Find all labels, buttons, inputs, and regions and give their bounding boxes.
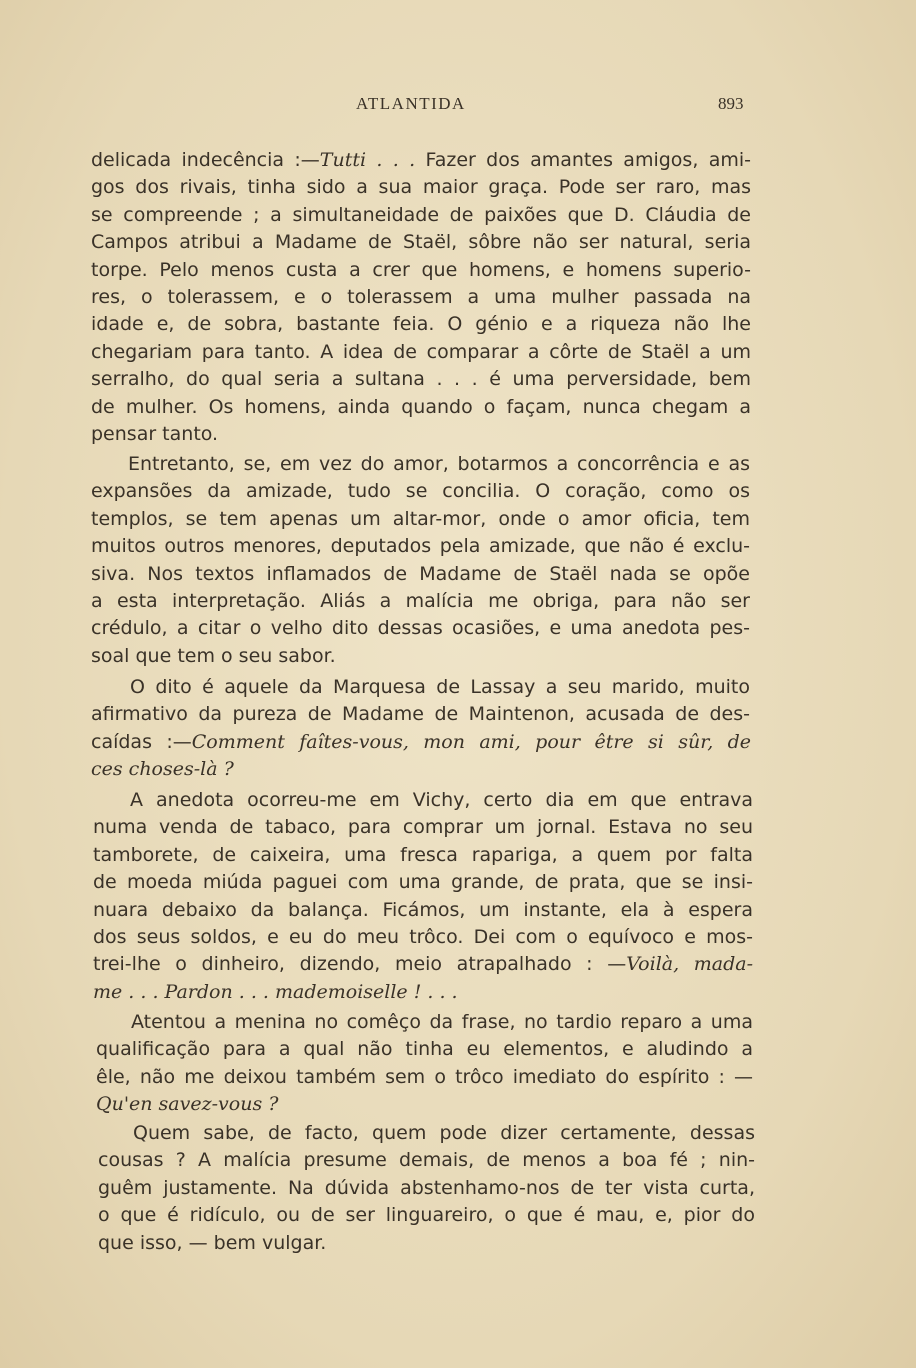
- text-line: [93, 979, 753, 1006]
- text-line: soal que tem o seu sabor.: [91, 644, 336, 667]
- text-line: idade e, de sobra, bastante feia. O génio e a riqueza não lhe: [91, 313, 751, 336]
- text-line: muitos outros menores, deputados pela amizade, que não é exclu-: [91, 535, 750, 558]
- text-line: trei-lhe o dinheiro, dizendo, meio atrapalhado : —Voilà, mada-: [93, 953, 753, 976]
- text-line: que isso, — bem vulgar.: [98, 1231, 327, 1254]
- text-line: se compreende ; a simultaneidade de paixões que D. Cláudia de: [91, 203, 751, 226]
- text-line: expansões da amizade, tudo se concilia. O coração, como os: [91, 480, 750, 503]
- text-line: [96, 1091, 753, 1118]
- italic-phrase: Comment faîtes-vous, mon ami, pour être si sûr, de: [191, 730, 751, 753]
- running-header: [0, 94, 916, 120]
- text-line: Atentou a menina no comêço da frase, no tardio reparo a uma: [131, 1011, 753, 1033]
- text-line: res, o tolerassem, e o tolerassem a uma mulher passada na: [91, 286, 751, 308]
- text-line: A anedota ocorreu-me em Vichy, certo dia em que entrava: [130, 789, 753, 811]
- text-line: templos, se tem apenas um altar-mor, onde o amor oficia, tem: [91, 507, 750, 530]
- text-line: cousas ? A malícia presume demais, de menos a boa fé ; nin-: [98, 1149, 755, 1172]
- page-number: 893: [718, 94, 744, 113]
- text-line: de mulher. Os homens, ainda quando o façam, nunca chegam a: [91, 395, 751, 418]
- text-line: tamborete, de caixeira, uma fresca rapariga, a quem por falta: [93, 843, 753, 866]
- text-line: numa venda de tabaco, para comprar um jornal. Estava no seu: [93, 816, 753, 839]
- text-line: caídas :—Comment faîtes-vous, mon ami, pour être si sûr, de: [91, 730, 751, 753]
- text-line: Entretanto, se, em vez do amor, botarmos a concorrência e as: [128, 453, 750, 475]
- text-line: torpe. Pelo menos custa a crer que homens, e homens superio-: [91, 258, 751, 281]
- text-line: chegariam para tanto. A idea de comparar a côrte de Staël a um: [91, 340, 751, 363]
- text-line: nuara debaixo da balança. Ficámos, um instante, ela à espera: [93, 898, 753, 921]
- italic-phrase: me . . . Pardon . . . mademoiselle ! . . .: [93, 980, 458, 1003]
- text-line: delicada indecência :—Tutti . . . Fazer dos amantes amigos, ami-: [91, 149, 751, 171]
- text-line: Quem sabe, de facto, quem pode dizer certamente, dessas: [133, 1122, 755, 1144]
- italic-phrase: ces choses-là ?: [91, 758, 234, 781]
- text-line: qualificação para a qual não tinha eu elementos, e aludindo a: [96, 1038, 753, 1061]
- text-line: dos seus soldos, e eu do meu trôco. Dei com o equívoco e mos-: [93, 926, 753, 948]
- text-line: serralho, do qual seria a sultana . . . é uma perversidade, bem: [91, 368, 751, 391]
- text-line: a esta interpretação. Aliás a malícia me obriga, para não ser: [91, 590, 750, 612]
- text-line: O dito é aquele da Marquesa de Lassay a seu marido, muito: [130, 676, 750, 698]
- text-line: [91, 756, 751, 783]
- text-line: de moeda miúda paguei com uma grande, de prata, que se insi-: [93, 871, 753, 894]
- text-line: pensar tanto.: [91, 423, 219, 445]
- text-line: êle, não me deixou também sem o trôco imediato do espírito : —: [96, 1065, 753, 1088]
- text-line: crédulo, a citar o velho dito dessas ocasiões, e uma anedota pes-: [91, 617, 750, 640]
- text-line: guêm justamente. Na dúvida abstenhamo-nos de ter vista curta,: [98, 1176, 755, 1199]
- text-line: siva. Nos textos inflamados de Madame de Staël nada se opõe: [91, 562, 750, 585]
- italic-phrase: Tutti . . .: [319, 149, 416, 171]
- text-line: afirmativo da pureza de Madame de Maintenon, acusada de des-: [91, 703, 750, 726]
- running-title: ATLANTIDA: [356, 94, 466, 113]
- text-line: o que é ridículo, ou de ser linguareiro, o que é mau, e, pior do: [98, 1204, 755, 1227]
- italic-phrase: Qu'en savez-vous ?: [96, 1093, 279, 1116]
- italic-phrase: Voilà, mada-: [626, 953, 753, 976]
- text-line: Campos atribui a Madame de Staël, sôbre não ser natural, seria: [91, 231, 751, 254]
- text-line: gos dos rivais, tinha sido a sua maior graça. Pode ser raro, mas: [91, 176, 751, 199]
